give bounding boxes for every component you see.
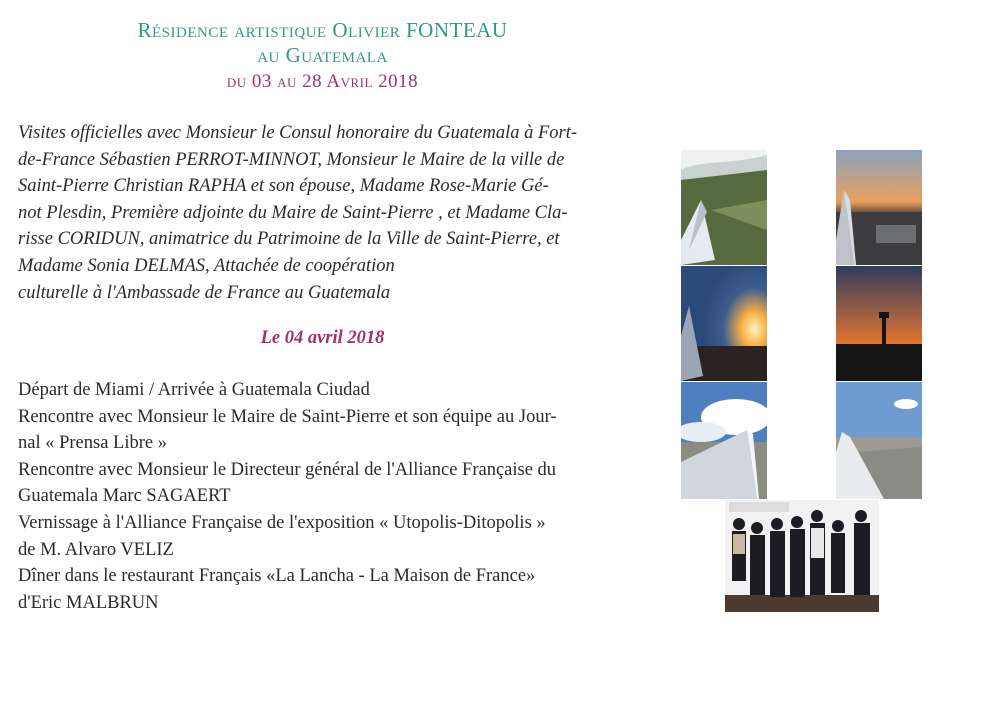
intro-line: not Plesdin, Première adjointe du Maire de Saint-Pierre , et Madame Cla- [18,202,568,223]
residence-dates: du 03 au 28 Avril 2018 [226,71,419,92]
photo-sunset-control-tower [836,266,922,381]
event-line: de M. Alvaro VELIZ [18,539,174,560]
event-line: Dîner dans le restaurant Français «La Lancha - La Maison de France» [18,566,536,587]
intro-line: Visites officielles avec Monsieur le Consul honoraire du Guatemala à Fort- [18,123,578,143]
document-header [0,18,645,94]
event-line: Vernissage à l'Alliance Française de l'exposition « Utopolis-Ditopolis » [18,512,546,533]
residence-title: Résidence artistique Olivier FONTEAU [137,18,508,42]
intro-line: Madame Sonia DELMAS, Attachée de coopération [18,255,395,276]
intro-line: culturelle à l'Ambassade de France au Guatemala [18,282,391,303]
date-heading: Le 04 avril 2018 [260,328,385,348]
photo-wing-sunset-airfield [836,150,922,265]
event-line: d'Eric MALBRUN [18,592,159,613]
event-line: Rencontre avec Monsieur le Maire de Saint-Pierre et son équipe au Jour- [18,406,557,427]
photo-wing-sunset-blue-sky [681,266,767,381]
event-line: Guatemala Marc SAGAERT [18,486,231,507]
intro-line: Saint-Pierre Christian RAPHA et son épouse, Madame Rose-Marie Gé- [18,176,549,197]
photo-wing-city-view [836,382,922,499]
intro-line: de-France Sébastien PERROT-MINNOT, Monsieur le Maire de la ville de [18,149,565,170]
intro-line: risse CORIDUN, animatrice du Patrimoine de la Ville de Saint-Pierre, et [18,229,560,250]
event-line: Rencontre avec Monsieur le Directeur général de l'Alliance Française du [18,459,557,480]
event-line: Départ de Miami / Arrivée à Guatemala Ciudad [18,380,370,400]
photo-wing-blue-sky-clouds [681,382,767,499]
intro-paragraph [18,120,633,306]
event-line: nal « Prensa Libre » [18,433,167,454]
photo-group-alliance-francaise [725,500,879,612]
residence-location: au Guatemala [257,43,388,67]
photo-wing-clouds-green-landscape [681,150,767,265]
events-list [18,377,633,616]
